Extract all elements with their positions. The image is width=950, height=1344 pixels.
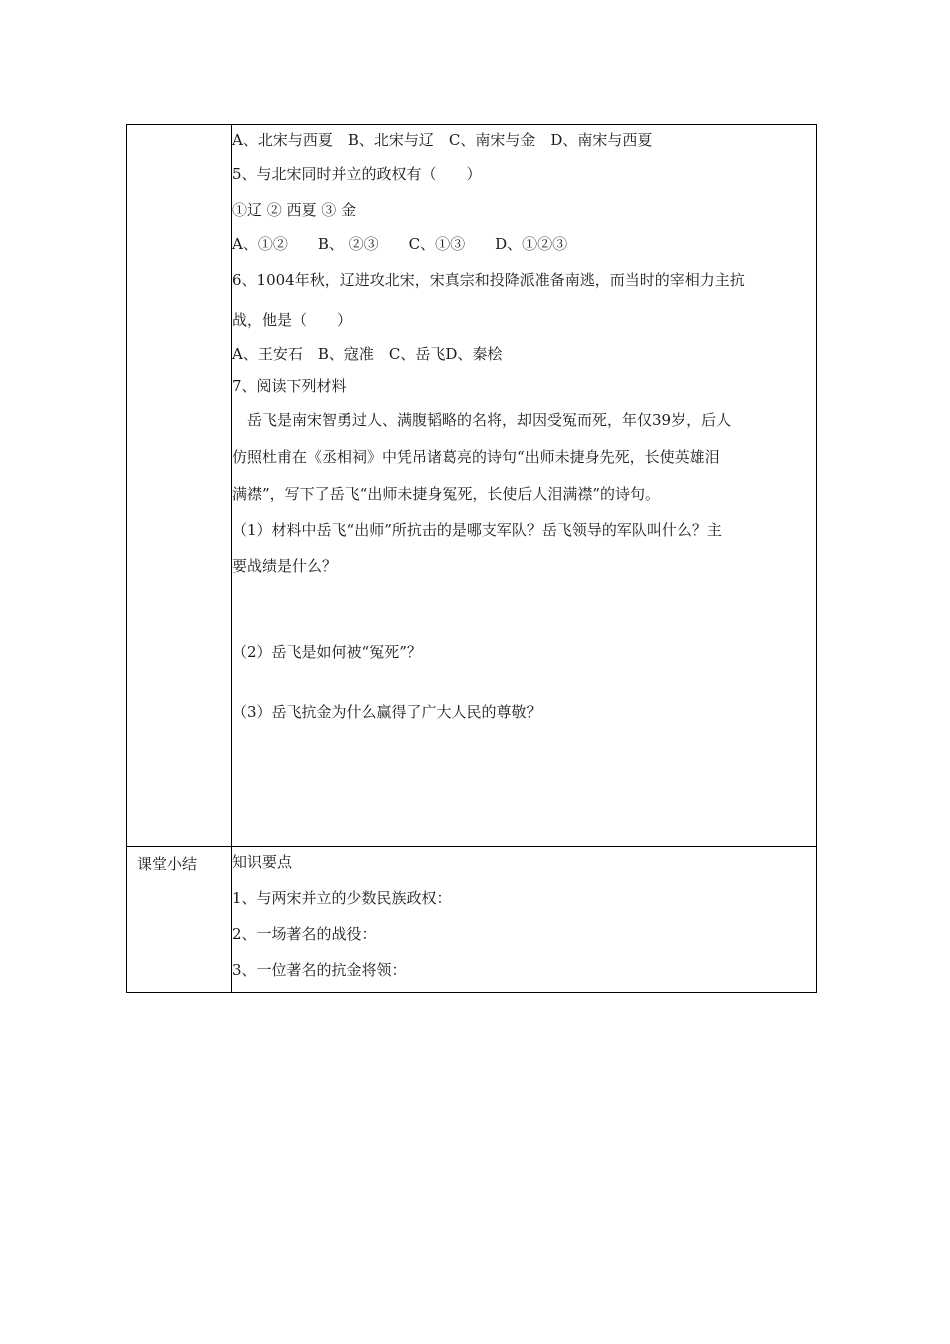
summary-item-2: 2、一场著名的战役： [232,925,377,943]
summary-item-1: 1、与两宋并立的少数民族政权： [232,889,452,907]
exercise-row [127,125,817,847]
summary-label-cell [127,847,232,993]
q7-material-line3: 满襟”，写下了岳飞“出师未捷身冤死，长使后人泪满襟”的诗句。 [232,485,661,503]
q5-items: ①辽 ② 西夏 ③ 金 [232,201,357,219]
q7-sub3: （3）岳飞抗金为什么赢得了广大人民的尊敬？ [232,703,542,721]
summary-content-cell [232,847,817,993]
q6-stem-line2: 战，他是（ ） [232,311,353,329]
exercise-label-cell [127,125,232,847]
q6-options: A、王安石 B、寇准 C、岳飞D、秦桧 [232,345,503,363]
q5-options: A、①② B、 ②③ C、①③ D、①②③ [232,235,568,253]
exercise-content-cell [232,125,817,847]
summary-label: 课堂小结 [137,855,198,873]
q7-material-line2: 仿照杜甫在《丞相祠》中凭吊诸葛亮的诗句“出师未捷身先死，长使英雄泪 [232,448,720,466]
summary-heading: 知识要点 [232,853,293,871]
q5-stem: 5、与北宋同时并立的政权有（ ） [232,165,482,183]
summary-item-3: 3、一位著名的抗金将领： [232,961,407,979]
worksheet-table [126,124,817,993]
q7-sub2: （2）岳飞是如何被“冤死”？ [232,643,422,661]
q6-stem-line1: 6、1004年秋，辽进攻北宋，宋真宗和投降派准备南逃，而当时的宰相力主抗 [232,271,745,289]
summary-row [127,847,817,993]
q7-material-line1: 岳飞是南宋智勇过人、满腹韬略的名将，却因受冤而死，年仅39岁，后人 [232,411,732,429]
q4-options: A、北宋与西夏 B、北宋与辽 C、南宋与金 D、南宋与西夏 [232,131,653,149]
q7-sub1-line2: 要战绩是什么？ [232,557,338,575]
q7-sub1-line1: （1）材料中岳飞“出师”所抗击的是哪支军队？岳飞领导的军队叫什么？主 [232,521,722,539]
q7-stem: 7、阅读下列材料 [232,377,347,395]
